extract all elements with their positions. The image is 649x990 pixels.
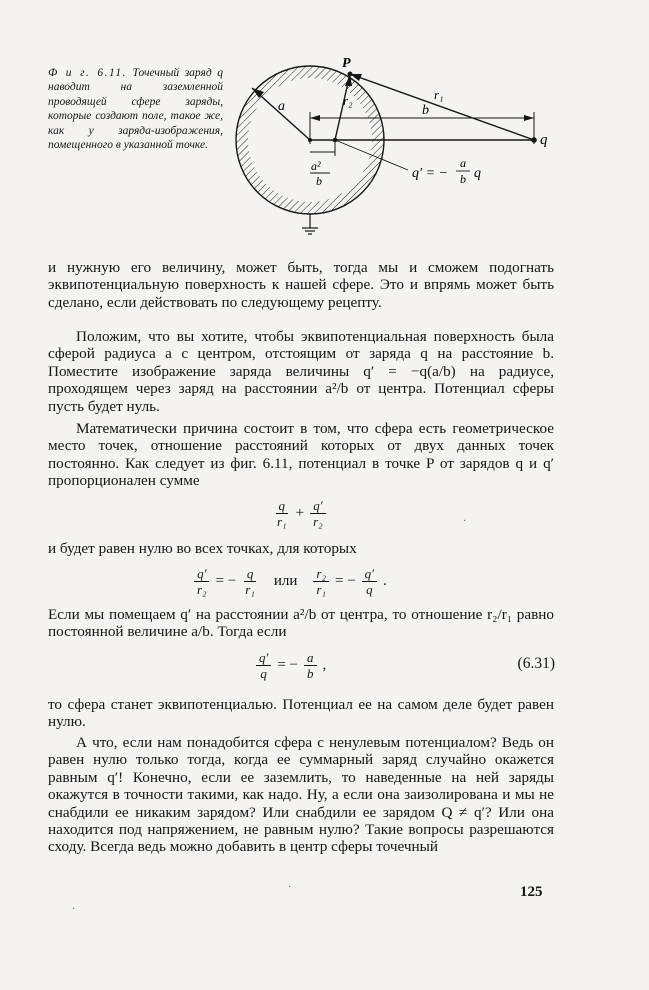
- f3-num2: a: [304, 650, 317, 666]
- f2-eq2: = −: [335, 573, 356, 589]
- paragraph-2-block: [48, 328, 554, 415]
- label-a2-den: b: [316, 174, 322, 188]
- f1-den2: r₂: [313, 514, 323, 529]
- f2-num4: q′: [362, 566, 377, 582]
- point-P: [348, 72, 353, 77]
- f1-num2: q′: [310, 498, 325, 514]
- print-mark-left: ·: [72, 904, 76, 915]
- paragraph-7-block: [48, 734, 554, 856]
- f2-eq1: = −: [215, 573, 237, 589]
- print-dot: ·: [463, 516, 467, 527]
- f2-den4: q: [366, 582, 373, 597]
- print-mark: ·: [288, 882, 292, 893]
- f3-num1: q′: [256, 650, 271, 666]
- paragraph-5: Если мы помещаем q′ на расстоянии a²/b от центра, то отношение r₂/r₁ равно постоянной величине a/b. Тогда если: [48, 606, 554, 641]
- label-r2: r₂: [343, 93, 353, 108]
- f2-num3: r₂: [313, 566, 329, 582]
- paragraph-3: Математически причина состоит в том, что сфера есть геометрическое место точек, отношение расстояний которых от двух данных точек постоянно. Как следует из фиг. 6.11, потенциал в точке P от зарядов q и q′ пропорционален сумме: [48, 420, 554, 490]
- label-P: P: [342, 56, 351, 71]
- formula-zero-condition: [192, 566, 391, 597]
- f2-num2: q: [244, 566, 257, 582]
- paragraph-6-block: [48, 696, 554, 731]
- paragraph-7: А что, если нам понадобится сфера с ненулевым потенциалом? Ведь он равен нулю только тогда, когда ее суммарный заряд случайно окажется равным q′! Конечно, если ее заземлить, то наведенные на ней заряды окажутся в точности такими, как надо. Ну, а если она заизолирована и мы не снабдили ее никаким зарядом? Или снабдили ее зарядом Q ≠ q′? Или она находится под напряжением, не равным нулю? Такие вопросы разрешаются сходу. Всегда ведь можно добавить в центр сферы точечный: [48, 734, 554, 856]
- f2-word-or: или: [273, 573, 298, 589]
- paragraph-1: и нужную его величину, может быть, тогда мы и сможем подогнать эквипотенциальную поверхность к нашей сфере. Это и впрямь может быть сделано, если действовать по следующему рецепту.: [48, 259, 554, 311]
- f2-den2: r₁: [245, 582, 255, 597]
- center-dot: [308, 138, 312, 142]
- label-b: b: [422, 103, 429, 118]
- label-qprime-lhs: q′ = −: [412, 166, 448, 181]
- formula-6-31: [254, 650, 330, 681]
- paragraph-5-block: [48, 606, 554, 641]
- f1-plus: +: [295, 505, 305, 521]
- f3-den1: q: [260, 666, 267, 681]
- paragraph-3-block: [48, 420, 554, 490]
- formula-sum: [272, 498, 328, 529]
- caption-lead: Ф и г. 6.11.: [48, 67, 127, 79]
- f2-end: .: [383, 573, 387, 589]
- figure-6-11: [228, 52, 558, 242]
- label-qprime-rhs: q: [474, 166, 481, 181]
- f1-num1: q: [276, 498, 289, 514]
- f3-eq: = −: [277, 657, 299, 673]
- f3-den2: b: [307, 666, 314, 681]
- figure-caption: [48, 66, 223, 152]
- charge-q-dot: [531, 137, 537, 143]
- page-number: 125: [520, 884, 543, 900]
- f2-den3: r₁: [316, 582, 326, 597]
- label-qprime-den: b: [460, 172, 466, 186]
- paragraph-6: то сфера станет эквипотенциалью. Потенциал ее на самом деле будет равен нулю.: [48, 696, 554, 731]
- paragraph-4-block: [48, 540, 554, 557]
- paragraph-2: Положим, что вы хотите, чтобы эквипотенциальная поверхность была сферой радиуса a с центром, отстоящим от заряда q на расстояние b. Поместите изображение заряда величины q′ = −q(a/b) на радиусе, проходящем через заряд на расстоянии a²/b от центра. Потенциал сферы пусть будет нуль.: [48, 328, 554, 415]
- label-r1: r₁: [434, 87, 444, 102]
- label-a2-num: a²: [311, 159, 321, 173]
- f1-den1: r₁: [277, 514, 287, 529]
- f3-end: ,: [322, 657, 327, 673]
- f2-num1: q′: [194, 566, 209, 582]
- label-qprime-num: a: [460, 156, 466, 170]
- caption-text: Точечный заряд q наводит на заземленной проводящей сфере заряды, которые создают поле, такое же, как у заряда-изображения, помещенного в указанной точке.: [48, 67, 223, 152]
- f2-den1: r₂: [197, 582, 207, 597]
- label-a: a: [278, 99, 285, 114]
- paragraph-4: и будет равен нулю во всех точках, для которых: [48, 540, 357, 557]
- equation-number: (6.31): [517, 655, 555, 672]
- paragraph-1-block: [48, 259, 554, 311]
- label-q: q: [540, 132, 548, 148]
